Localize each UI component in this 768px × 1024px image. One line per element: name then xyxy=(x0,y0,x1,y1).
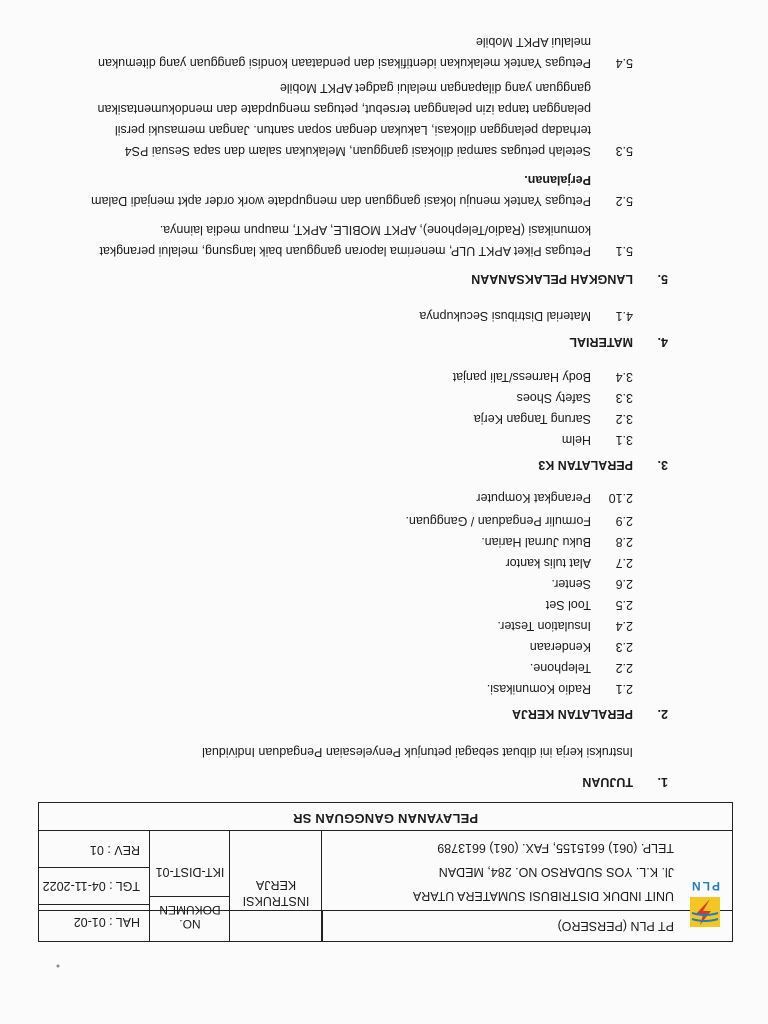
section-title: LANGKAH PELAKSANAAN xyxy=(471,272,633,286)
section-number: 4. xyxy=(657,335,668,349)
doc-type: INSTRUKSI KERJA xyxy=(242,878,310,908)
section-number: 3. xyxy=(657,458,668,472)
logo-text: PLN xyxy=(690,879,720,893)
section-text: Instruksi kerja ini dibuat sebagai petunjuk Penyelesaian Pengaduan Individual xyxy=(202,745,633,759)
doc-number: IKT-DIST-01 xyxy=(155,865,225,879)
document-title: PELAYANAN GANGGUAN SR xyxy=(292,811,479,826)
section-number: 5. xyxy=(657,272,668,286)
section-title: MATERIAL xyxy=(569,335,633,349)
pln-logo-icon xyxy=(682,873,724,933)
address: Jl. K.L. YOS SUDARSO NO. 284, MEDAN xyxy=(438,865,674,879)
scan-mark xyxy=(53,964,63,974)
section-number: 2. xyxy=(657,707,668,721)
page-number: HAL : 01-02 xyxy=(73,915,140,929)
revision: REV : 01 xyxy=(89,843,140,857)
step-item: 5.1 Petugas Piket APKT ULP, menerima laporan gangguan baik langsung, melalui perangkat komunikasi (Radio/Telephone), APKT MOBILE, APKT, maupun media lainnya. xyxy=(99,223,633,258)
section-title: PERALATAN K3 xyxy=(538,458,633,472)
step-item: 5.2 Petugas Yantek menuju lokasi gangguan dan mengupdate work order apkt menjadi Dalam Perjalanan. xyxy=(91,173,633,208)
doc-date: TGL : 04-11-2022 xyxy=(42,879,140,893)
doc-number-label: NO. DOKUMEN xyxy=(159,903,221,931)
company-name: PT PLN (PERSERO) xyxy=(557,919,674,933)
step-item: 5.3 Setelah petugas sampai dilokasi gangguan, Melakukan salam dan sapa Sesuai PS4 terhadap pelanggan dilokasi, Lakukan dengan sopan santun. Jangan memasuki persil pelanggan tanpa izin pelanggan tersebut, petugas mengupdate dan mendokumentasikan gangguan yang dilapangan melalui gadget APKT Mobile xyxy=(97,81,633,158)
scanned-page: PLN PT PLN (PERSERO) UNIT INDUK DISTRIBUSI SUMATERA UTARA Jl. K.L. YOS SUDARSO NO. 284, MEDAN TELP. (061) 6615155, FAX. (061) 6613789 INSTRUKSI KERJA NO. DOKUMEN IKT-DIST-01 HAL : 01-02 TGL : 04-11-2022 REV : 01 PELAYANAN GANGGUAN SR 1. TUJUAN Instruksi kerja ini dibuat sebagai petunjuk Penyelesaian Pengaduan Individual 2. PERALATAN KERJA 2.1 Radio Komunikasi. 2.2 Telephone. 2.3 Kenderaan 2.4 Insulation Tester. 2.5 Tool Set 2.6 Senter. 2.7 Alat tulis kantor 2.8 Buku Jurnal Harian. 2.9 Formulir Pengaduan / Gangguan. 2.10 Perangkat Komputer 3. PERALATAN K3 3.1 Helm 3.2 Sarung Tangan Kerja 3.3 Safety Shoes 3.4 Body Harness/Tali panjat 4. MATERIAL 4.1 Material Distribusi Secukupnya 5. LANGKAH PELAKSANAAN 5.1 Petugas Piket APKT ULP, menerima laporan gangguan baik langsung, melalui perangkat komunikasi (Radio/Telephone), APKT MOBILE, APKT, maupun media lainnya. 5.2 Petugas Yantek menuju lokasi gangguan dan mengupdate work order apkt menjadi Dalam Perjalanan. 5.3 Setelah petugas sampai dilokasi gangguan, Melakukan salam dan sapa Sesuai PS4 terhadap pelanggan dilokasi, Lakukan dengan sopan santun. Jangan memasuki persil pelanggan tanpa izin pelanggan tersebut, petugas mengupdate dan mendokumentasikan gangguan yang dilapangan melalui gadget APKT Mobile 5.4 Petugas Yantek melakukan identifikasi dan pendataan kondisi gangguan yang ditemukan melalui APKT Mobile xyxy=(0,0,768,1024)
section-title: TUJUAN xyxy=(582,775,633,789)
section-title: PERALATAN KERJA xyxy=(511,707,633,721)
step-item: 5.4 Petugas Yantek melakukan identifikasi dan pendataan kondisi gangguan yang ditemukan melalui APKT Mobile xyxy=(98,35,633,70)
document-header xyxy=(38,802,733,942)
phone-fax: TELP. (061) 6615155, FAX. (061) 6613789 xyxy=(437,841,674,855)
section-number: 1. xyxy=(657,775,668,789)
unit-name: UNIT INDUK DISTRIBUSI SUMATERA UTARA xyxy=(412,889,674,903)
